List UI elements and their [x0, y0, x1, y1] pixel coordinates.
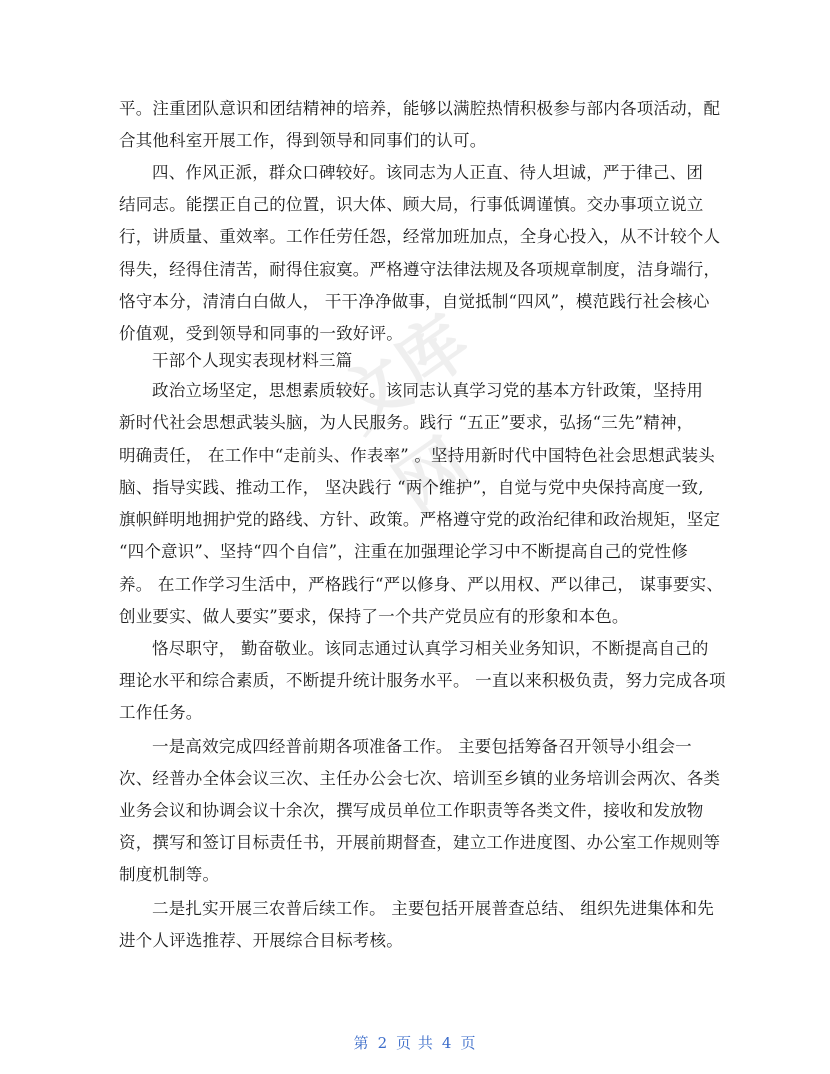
footer-total-pages: 4: [441, 1034, 453, 1052]
text-line: 理论水平和综合素质，不断提升统计服务水平。 一直以来积极负责，努力完成各项: [119, 671, 726, 690]
footer-current-page: 2: [377, 1034, 389, 1052]
footer-suffix: 页: [460, 1034, 477, 1052]
text-line: 明确责任， 在工作中“走前头、作表率” 。坚持用新时代中国特色社会思想武装头: [119, 446, 715, 465]
text-line: 次、经普办全体会议三次、主任办公会七次、培训至乡镇的业务培训会两次、各类: [119, 769, 721, 788]
text-line: 旗帜鲜明地拥护党的路线、方针、政策。严格遵守党的政治纪律和政治规矩，坚定: [119, 510, 721, 529]
text-line: 恪尽职守， 勤奋敬业。该同志通过认真学习相关业务知识，不断提高自己的: [152, 639, 709, 658]
text-line: 制度机制等。: [119, 865, 220, 884]
text-line: 平。注重团队意识和团结精神的培养，能够以满腔热情积极参与部内各项活动，配: [119, 99, 721, 118]
text-line: 价值观，受到领导和同事的一致好评。: [119, 324, 403, 343]
text-line: 工作任务。: [119, 703, 203, 722]
text-line: 养。 在工作学习生活中，严格践行“严以修身、严以用权、严以律己， 谋事要实、: [119, 575, 724, 594]
footer-middle: 页 共: [396, 1034, 434, 1052]
text-line: 脑、指导实践、推动工作， 坚决践行 “两个维护”，自觉与党中央保持高度一致,: [119, 478, 704, 497]
text-line: 得失，经得住清苦，耐得住寂寞。严格遵守法律法规及各项规章制度，洁身端行，: [119, 260, 721, 279]
section-heading: 干部个人现实表现材料三篇: [152, 351, 353, 370]
watermark: 文库网: [322, 300, 485, 531]
page-footer: [0, 1032, 830, 1053]
text-line: 合其他科室开展工作，得到领导和同事们的认可。: [119, 131, 487, 150]
text-line: 创业要实、做人要实”要求，保持了一个共产党员应有的形象和本色。: [119, 607, 629, 626]
text-line: 二是扎实开展三农普后续工作。 主要包括开展普查总结、 组织先进集体和先: [152, 899, 714, 918]
footer-prefix: 第: [353, 1034, 370, 1052]
text-line: 业务会议和协调会议十余次，撰写成员单位工作职责等各类文件，接收和发放物: [119, 801, 704, 820]
text-line: 恪守本分，清清白白做人， 干干净净做事，自觉抵制“四风”，模范践行社会核心: [119, 292, 710, 311]
text-line: 政治立场坚定，思想素质较好。该同志认真学习党的基本方针政策，坚持用: [152, 381, 704, 400]
text-line: “四个意识”、坚持“四个自信”，注重在加强理论学习中不断提高自己的党性修: [119, 542, 688, 561]
text-line: 新时代社会思想武装头脑，为人民服务。践行 “五正”要求，弘扬“三先”精神，: [119, 413, 694, 432]
text-line: 行，讲质量、重效率。工作任劳任怨，经常加班加点，全身心投入，从不计较个人: [119, 227, 721, 246]
text-line: 四、作风正派，群众口碑较好。该同志为人正直、待人坦诚，严于律己、团: [152, 163, 704, 182]
text-line: 结同志。能摆正自己的位置，识大体、顾大局，行事低调谨慎。交办事项立说立: [119, 195, 704, 214]
text-line: 资，撰写和签订目标责任书，开展前期督查，建立工作进度图、办公室工作规则等: [119, 833, 721, 852]
text-line: 进个人评选推荐、开展综合目标考核。: [119, 931, 403, 950]
text-line: 一是高效完成四经普前期各项准备工作。 主要包括筹备召开领导小组会一: [152, 737, 692, 756]
